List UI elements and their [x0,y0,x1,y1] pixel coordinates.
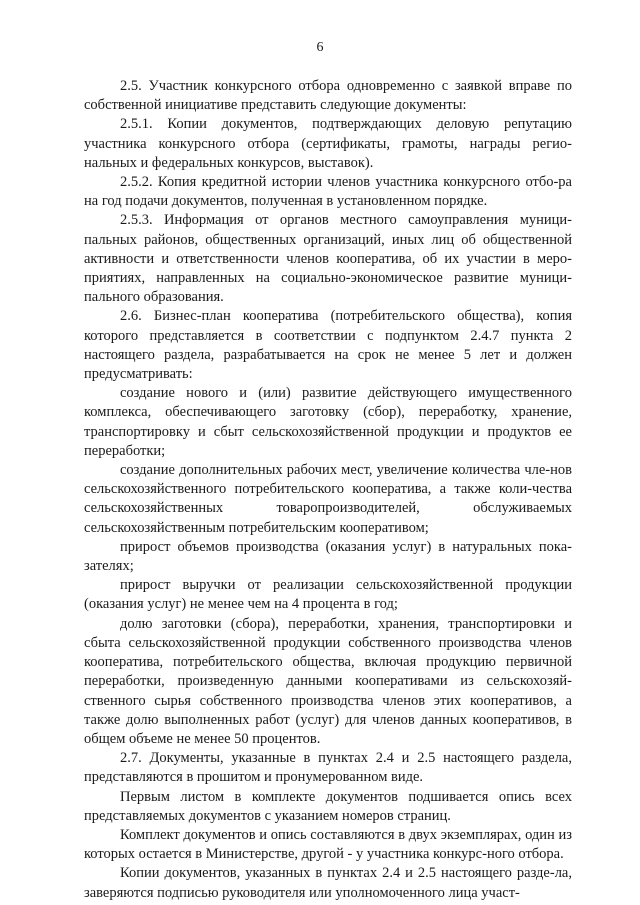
paragraph-inventory: Первым листом в комплекте документов подшивается опись всех представляемых документов с указанием номеров страниц. [84,788,572,824]
list-item-new-jobs: создание дополнительных рабочих мест, увеличение количества чле-нов сельскохозяйственного потребительского кооператива, а также коли-чества сельскохозяйственных товаропроизводителей, обслуживаемых сельскохозяйственным потребительским кооперативом; [84,462,572,536]
document-body [84,77,572,903]
list-item-share-of-procurement: долю заготовки (сбора), переработки, хранения, транспортировки и сбыта сельскохозяйственной продукции собственного производства членов кооператива, потребительского общества, включая продукцию первичной переработки, произведенную данными кооперативами из сельскохозяй-ственного сырья собственного производства членов этих кооперативов, а также долю выполненных работ (услуг) для членов данных кооперативов, в общем объеме не менее 50 процентов. [84,615,572,747]
list-item-property-complex: создание нового и (или) развитие действующего имущественного комплекса, обеспечивающего заготовку (сбор), переработку, хранение, транспортировку и сбыт сельскохозяйственной продукции и продуктов ее переработки; [84,385,572,459]
paragraph-2-5-3: 2.5.3. Информация от органов местного самоуправления муници-пальных районов, общественных организаций, иных лиц об общественной активности и ответственности членов кооператива, об их участии в меро-приятиях, направленных на социально-экономическое развитие муници-пального образования. [84,212,572,306]
list-item-production-growth: прирост объемов производства (оказания услуг) в натуральных пока-зателях; [84,538,572,575]
paragraph-certification: Копии документов, указанных в пунктах 2.4 и 2.5 настоящего разде-ла, заверяются подписью руководителя или уполномоченного лица участ- [84,865,572,901]
paragraph-2-5-2: 2.5.2. Копия кредитной истории членов участника конкурсного отбо-ра на год подачи документов, полученная в установленном порядке. [84,174,572,210]
list-item-revenue-growth: прирост выручки от реализации сельскохозяйственной продукции (оказания услуг) не менее чем на 4 процента в год; [84,577,572,613]
paragraph-2-5: 2.5. Участник конкурсного отбора одновременно с заявкой вправе по собственной инициативе представить следующие документы: [84,78,572,114]
paragraph-2-6: 2.6. Бизнес-план кооператива (потребительского общества), копия которого представляется в соответствии с подпунктом 2.4.7 пункта 2 настоящего раздела, разрабатывается на срок не менее 5 лет и должен предусматривать: [84,308,572,383]
paragraph-copies: Комплект документов и опись составляются в двух экземплярах, один из которых остается в Министерстве, другой - у участника конкурс-ного отбора. [84,826,572,863]
page-number: 6 [316,40,324,55]
paragraph-2-7: 2.7. Документы, указанные в пунктах 2.4 и 2.5 настоящего раздела, представляются в прошитом и пронумерованном виде. [84,750,572,786]
paragraph-2-5-1: 2.5.1. Копии документов, подтверждающих деловую репутацию участника конкурсного отбора (сертификаты, грамоты, награды регио-нальных и федеральных конкурсов, выставок). [84,116,572,171]
